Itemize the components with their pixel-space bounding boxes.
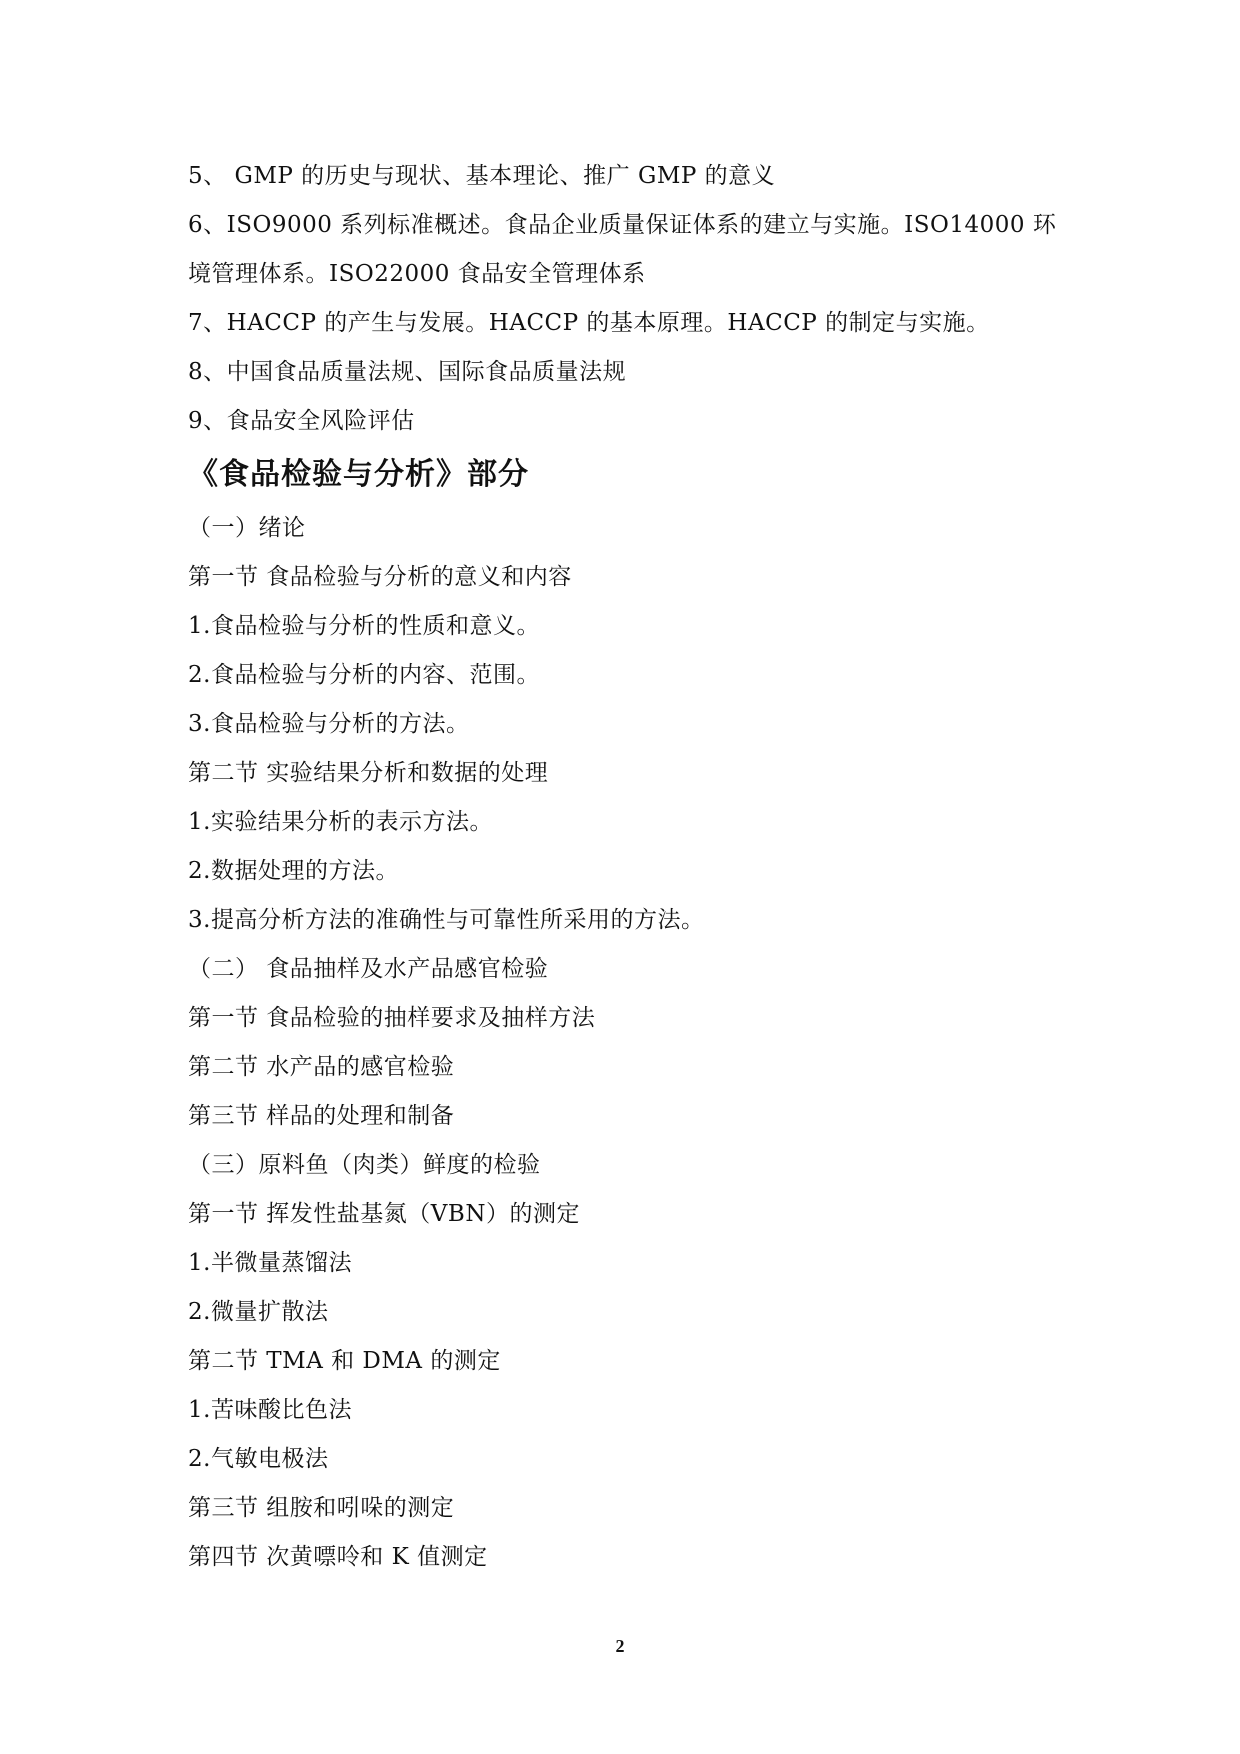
section-heading: 第三节 组胺和吲哚的测定 [188, 1495, 455, 1521]
chapter-heading: （一）绪论 [188, 515, 306, 541]
chapter-heading: （三）原料鱼（肉类）鲜度的检验 [188, 1152, 541, 1178]
section-heading: 第一节 食品检验的抽样要求及抽样方法 [188, 1005, 596, 1031]
list-item-continuation: 境管理体系。ISO22000 食品安全管理体系 [188, 261, 646, 287]
list-item: 1.食品检验与分析的性质和意义。 [188, 613, 540, 639]
list-item: 1.苦味酸比色法 [188, 1397, 352, 1423]
list-item: 7、HACCP 的产生与发展。HACCP 的基本原理。HACCP 的制定与实施。 [188, 310, 990, 336]
section-heading: 第二节 实验结果分析和数据的处理 [188, 760, 549, 786]
section-title: 《食品检验与分析》部分 [188, 457, 529, 492]
section-heading: 第三节 样品的处理和制备 [188, 1103, 455, 1129]
section-heading: 第一节 挥发性盐基氮（VBN）的测定 [188, 1201, 580, 1227]
list-item: 5、 GMP 的历史与现状、基本理论、推广 GMP 的意义 [188, 163, 776, 189]
list-item: 3.食品检验与分析的方法。 [188, 711, 470, 737]
list-item: 8、中国食品质量法规、国际食品质量法规 [188, 359, 627, 385]
list-item: 2.气敏电极法 [188, 1446, 329, 1472]
page-number: 2 [615, 1636, 625, 1656]
list-item: 3.提高分析方法的准确性与可靠性所采用的方法。 [188, 907, 705, 933]
section-heading: 第二节 水产品的感官检验 [188, 1054, 455, 1080]
section-heading: 第四节 次黄嘌呤和 K 值测定 [188, 1544, 488, 1570]
list-item: 2.微量扩散法 [188, 1299, 329, 1325]
list-item: 9、食品安全风险评估 [188, 408, 415, 434]
list-item: 2.食品检验与分析的内容、范围。 [188, 662, 540, 688]
list-item: 6、ISO9000 系列标准概述。食品企业质量保证体系的建立与实施。ISO14000 环 [188, 212, 1057, 238]
section-heading: 第一节 食品检验与分析的意义和内容 [188, 564, 572, 590]
section-heading: 第二节 TMA 和 DMA 的测定 [188, 1348, 501, 1374]
list-item: 1.实验结果分析的表示方法。 [188, 809, 493, 835]
list-item: 1.半微量蒸馏法 [188, 1250, 352, 1276]
document-body [188, 152, 1068, 1582]
chapter-heading: （二） 食品抽样及水产品感官检验 [188, 956, 549, 982]
list-item: 2.数据处理的方法。 [188, 858, 399, 884]
